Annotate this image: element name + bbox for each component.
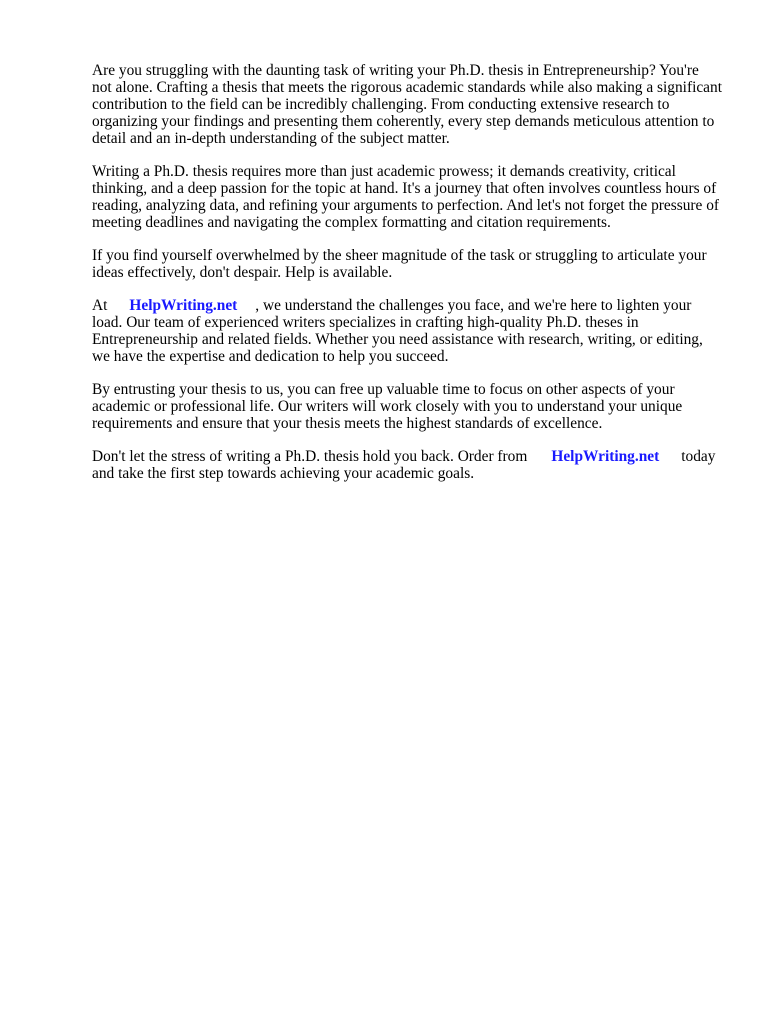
paragraph-intro: Are you struggling with the daunting task of writing your Ph.D. thesis in Entrepreneurship? You're not alone. Crafting a thesis that meets the rigorous academic standards while also making a significant contribution to the field can be incredibly challenging. From conducting extensive research to organizing your findings and presenting them coherently, every step demands meticulous attention to detail and an in-depth understanding of the subject matter.: [92, 62, 722, 147]
helpwriting-link[interactable]: HelpWriting.net: [129, 297, 238, 314]
paragraph-service-lead: At: [92, 297, 108, 314]
paragraph-cta-lead: Don't let the stress of writing a Ph.D. thesis hold you back. Order from: [92, 448, 528, 465]
paragraph-benefits: By entrusting your thesis to us, you can free up valuable time to focus on other aspects of your academic or professional life. Our writers will work closely with you to understand your unique requirements and ensure that your thesis meets the highest standards of excellence.: [92, 381, 683, 432]
paragraph-cta-tail: today and take the first step towards achieving your academic goals.: [92, 448, 716, 482]
paragraph-service-body: , we understand the challenges you face, and we're here to lighten your load. Our team of experienced writers specializes in crafting high-quality Ph.D. theses in Entrepreneurship and related fields. Whether you need assistance with research, writing, or editing, we have the expertise and dedication to help you succeed.: [92, 297, 703, 365]
helpwriting-order-link[interactable]: HelpWriting.net: [551, 448, 660, 465]
paragraph-requirements: Writing a Ph.D. thesis requires more than just academic prowess; it demands creativity, critical thinking, and a deep passion for the topic at hand. It's a journey that often involves countless hours of reading, analyzing data, and refining your arguments to perfection. And let's not forget the pressure of meeting deadlines and navigating the complex formatting and citation requirements.: [92, 163, 720, 231]
paragraph-service: [92, 297, 722, 365]
paragraph-call-to-action: [92, 448, 722, 482]
document-body: [92, 62, 722, 498]
paragraph-help-available: If you find yourself overwhelmed by the sheer magnitude of the task or struggling to articulate your ideas effectively, don't despair. Help is available.: [92, 247, 707, 281]
